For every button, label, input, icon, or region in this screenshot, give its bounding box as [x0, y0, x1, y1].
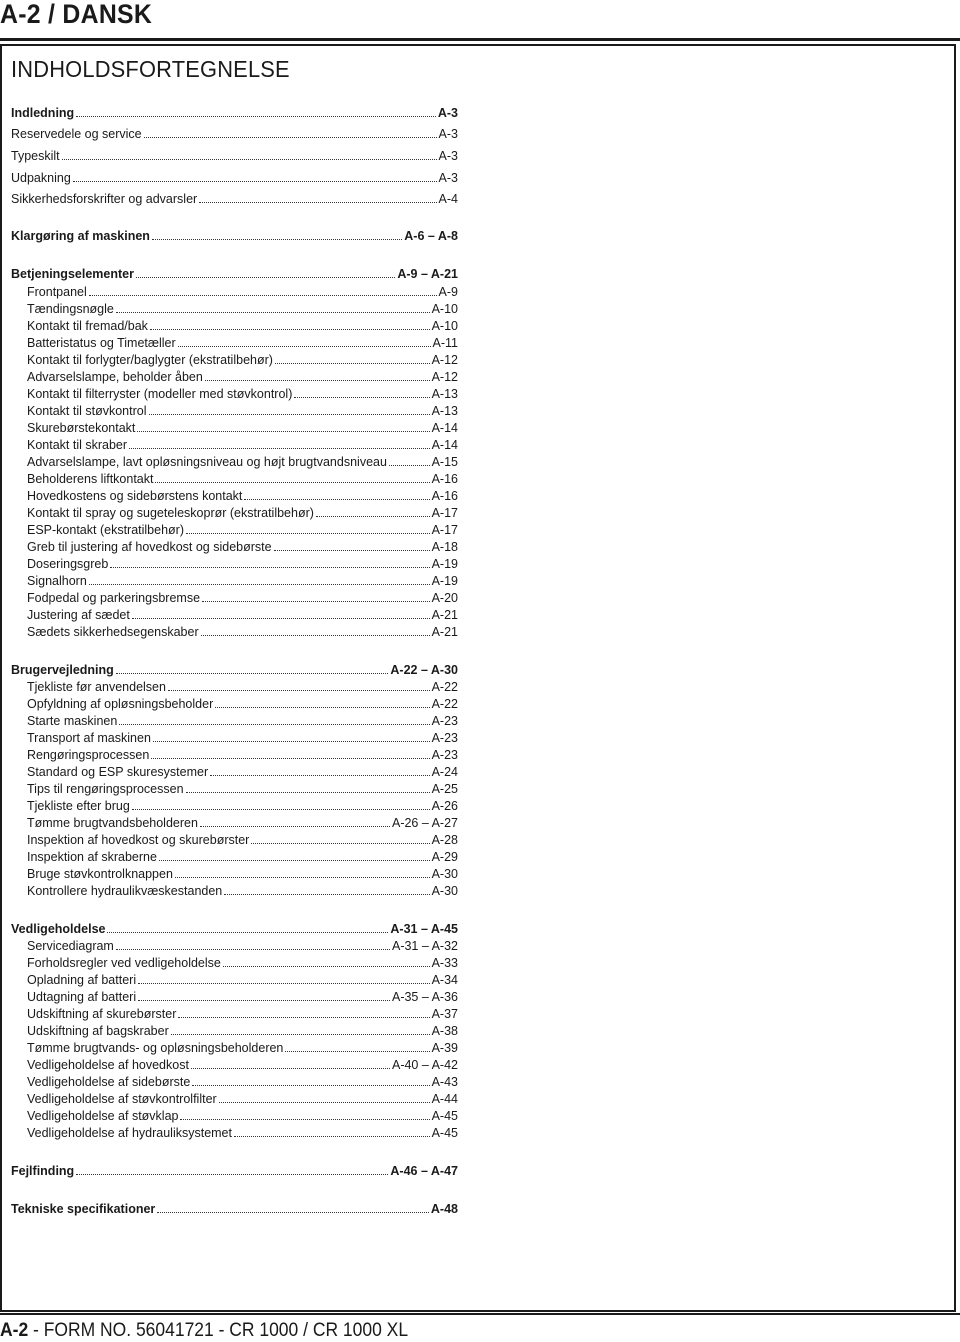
toc-subsection[interactable] — [27, 953, 458, 970]
toc-entry-page: A-34 — [431, 973, 458, 987]
toc-dot-leader — [186, 792, 430, 793]
toc-entry-label: Fodpedal og parkeringsbremse — [27, 591, 201, 605]
toc-subsection[interactable] — [27, 970, 458, 987]
toc-entry-label: Starte maskinen — [27, 714, 118, 728]
toc-entry-label: Vedligeholdelse af hovedkost — [27, 1058, 189, 1072]
toc-subsection[interactable] — [27, 864, 458, 881]
toc-subsection[interactable] — [27, 1055, 458, 1072]
toc-entry-label: Hovedkostens og sidebørstens kontakt — [27, 489, 243, 503]
toc-dot-leader — [223, 966, 430, 967]
toc-dot-leader — [200, 826, 390, 827]
toc-subsection[interactable] — [27, 1106, 458, 1123]
toc-dot-leader — [137, 431, 429, 432]
toc-entry-page: A-37 — [431, 1007, 458, 1021]
toc-subsection[interactable] — [27, 987, 458, 1004]
toc-subsection[interactable] — [27, 622, 458, 639]
toc-entry-label: Udskiftning af bagskraber — [27, 1024, 169, 1038]
toc-dot-leader — [178, 1017, 429, 1018]
toc-entry-page: A-38 — [431, 1024, 458, 1038]
toc-dot-leader — [251, 843, 429, 844]
toc-dot-leader — [202, 601, 430, 602]
toc-subsection[interactable] — [27, 847, 458, 864]
toc-entry-label: Advarselslampe, lavt opløsningsniveau og højt brugtvandsniveau — [27, 455, 387, 469]
toc-dot-leader — [285, 1051, 429, 1052]
toc-entry-label: Tjekliste efter brug — [27, 799, 130, 813]
toc-entry-page: A-17 — [431, 506, 458, 520]
toc-subsection[interactable] — [27, 588, 458, 605]
toc-subsection[interactable] — [27, 796, 458, 813]
toc-dot-leader — [151, 758, 429, 759]
toc-section[interactable] — [11, 124, 458, 141]
toc-entry-label: Greb til justering af hovedkost og sidebørste — [27, 540, 272, 554]
toc-section[interactable] — [11, 1161, 458, 1178]
toc-dot-leader — [73, 181, 437, 182]
toc-dot-leader — [129, 448, 430, 449]
toc-entry-page: A-45 — [431, 1126, 458, 1140]
toc-entry-page: A-23 — [431, 714, 458, 728]
toc-dot-leader — [76, 1174, 388, 1175]
toc-entry-page: A-29 — [431, 850, 458, 864]
toc-subsection[interactable] — [27, 728, 458, 745]
toc-entry-label: Servicediagram — [27, 939, 114, 953]
toc-dot-leader — [191, 1068, 390, 1069]
toc-entry-label: Batteristatus og Timetæller — [27, 336, 176, 350]
toc-dot-leader — [210, 775, 429, 776]
toc-dot-leader — [116, 673, 389, 674]
toc-entry-page: A-25 — [431, 782, 458, 796]
toc-subsection[interactable] — [27, 936, 458, 953]
toc-entry-page: A-40 – A-42 — [391, 1058, 458, 1072]
toc-entry-page: A-3 — [438, 149, 458, 163]
toc-dot-leader — [294, 397, 429, 398]
toc-dot-leader — [62, 159, 437, 160]
toc-subsection[interactable] — [27, 452, 458, 469]
toc-entry-label: ESP-kontakt (ekstratilbehør) — [27, 523, 184, 537]
toc-section[interactable] — [11, 103, 458, 120]
toc-entry-label: Tjekliste før anvendelsen — [27, 680, 166, 694]
toc-entry-page: A-16 — [431, 489, 458, 503]
toc-subsection[interactable] — [27, 384, 458, 401]
toc-entry-page: A-21 — [431, 625, 458, 639]
toc-dot-leader — [275, 363, 430, 364]
toc-subsection[interactable] — [27, 316, 458, 333]
toc-entry-label: Bruge støvkontrolknappen — [27, 867, 173, 881]
toc-subsection[interactable] — [27, 1123, 458, 1140]
toc-entry-page: A-12 — [431, 370, 458, 384]
toc-entry-page: A-10 — [431, 319, 458, 333]
toc-subsection[interactable] — [27, 282, 458, 299]
toc-dot-leader — [201, 635, 430, 636]
toc-dot-leader — [219, 1102, 430, 1103]
toc-entry-page: A-30 — [431, 867, 458, 881]
toc-entry-page: A-12 — [431, 353, 458, 367]
toc-dot-leader — [132, 809, 430, 810]
toc-entry-page: A-23 — [431, 731, 458, 745]
toc-entry-label: Brugervejledning — [11, 663, 114, 677]
toc-entry-page: A-13 — [431, 404, 458, 418]
toc-entry-label: Kontakt til skraber — [27, 438, 128, 452]
toc-dot-leader — [205, 380, 430, 381]
toc-entry-page: A-18 — [431, 540, 458, 554]
toc-entry-label: Vedligeholdelse af sidebørste — [27, 1075, 191, 1089]
toc-dot-leader — [116, 949, 390, 950]
toc-entry-page: A-46 – A-47 — [390, 1164, 458, 1178]
toc-dot-leader — [157, 1212, 429, 1213]
toc-dot-leader — [215, 707, 429, 708]
toc-entry-page: A-22 — [431, 697, 458, 711]
toc-subsection[interactable] — [27, 299, 458, 316]
toc-dot-leader — [316, 516, 430, 517]
toc-entry-page: A-16 — [431, 472, 458, 486]
toc-entry-page: A-9 – A-21 — [397, 267, 458, 281]
toc-entry-label: Skurebørstekontakt — [27, 421, 136, 435]
toc-entry-page: A-22 — [431, 680, 458, 694]
toc-subsection[interactable] — [27, 503, 458, 520]
toc-entry-label: Kontakt til spray og sugeteleskoprør (ekstratilbehør) — [27, 506, 314, 520]
toc-entry-label: Tekniske specifikationer — [11, 1202, 156, 1216]
toc-entry-label: Forholdsregler ved vedligeholdelse — [27, 956, 221, 970]
toc-subsection[interactable] — [27, 779, 458, 796]
toc-entry-label: Sikkerhedsforskrifter og advarsler — [11, 192, 198, 206]
toc-subsection[interactable] — [27, 694, 458, 711]
toc-entry-label: Tændingsnøgle — [27, 302, 114, 316]
toc-entry-label: Transport af maskinen — [27, 731, 151, 745]
toc-entry-page: A-13 — [431, 387, 458, 401]
toc-entry-label: Kontakt til fremad/bak — [27, 319, 148, 333]
toc-entry-label: Vedligeholdelse — [11, 922, 106, 936]
toc-subsection[interactable] — [27, 1089, 458, 1106]
toc-dot-leader — [138, 983, 429, 984]
toc-subsection[interactable] — [27, 745, 458, 762]
page-footer — [0, 1320, 408, 1342]
toc-dot-leader — [89, 295, 437, 296]
toc-entry-page: A-3 — [437, 106, 458, 120]
toc-subsection[interactable] — [27, 813, 458, 830]
toc-entry-page: A-39 — [431, 1041, 458, 1055]
toc-entry-label: Inspektion af skraberne — [27, 850, 157, 864]
toc-entry-page: A-3 — [438, 127, 458, 141]
toc-entry-page: A-45 — [431, 1109, 458, 1123]
toc-entry-label: Advarselslampe, beholder åben — [27, 370, 203, 384]
toc-dot-leader — [136, 277, 395, 278]
toc-entry-label: Tømme brugtvands- og opløsningsbeholderen — [27, 1041, 284, 1055]
toc-entry-page: A-31 – A-45 — [390, 922, 458, 936]
toc-entry-page: A-22 – A-30 — [390, 663, 458, 677]
toc-entry-label: Fejlfinding — [11, 1164, 75, 1178]
toc-title: INDHOLDSFORTEGNELSE — [11, 56, 290, 82]
toc-dot-leader — [199, 202, 436, 203]
footer-form-text: - FORM NO. 56041721 - CR 1000 / CR 1000 XL — [28, 1320, 409, 1341]
toc-dot-leader — [138, 1000, 390, 1001]
toc-entry-page: A-20 — [431, 591, 458, 605]
toc-entry-label: Typeskilt — [11, 149, 60, 163]
toc-subsection[interactable] — [27, 367, 458, 384]
toc-subsection[interactable] — [27, 486, 458, 503]
toc-section[interactable] — [11, 1199, 458, 1216]
toc-entry-page: A-24 — [431, 765, 458, 779]
toc-entry-page: A-19 — [431, 557, 458, 571]
toc-entry-page: A-10 — [431, 302, 458, 316]
toc-entry-page: A-33 — [431, 956, 458, 970]
toc-dot-leader — [171, 1034, 430, 1035]
toc-section[interactable] — [11, 146, 458, 163]
toc-dot-leader — [107, 932, 388, 933]
toc-section[interactable] — [11, 660, 458, 677]
toc-subsection[interactable] — [27, 1038, 458, 1055]
toc-dot-leader — [159, 860, 430, 861]
footer-page-number: A-2 — [0, 1320, 29, 1341]
toc-entry-page: A-11 — [432, 336, 458, 350]
toc-subsection[interactable] — [27, 881, 458, 898]
toc-entry-page: A-48 — [430, 1202, 458, 1216]
toc-entry-label: Kontakt til filterryster (modeller med støvkontrol) — [27, 387, 293, 401]
toc-dot-leader — [155, 482, 429, 483]
toc-dot-leader — [150, 329, 430, 330]
toc-entry-page: A-6 – A-8 — [404, 229, 458, 243]
toc-entry-label: Vedligeholdelse af støvklap — [27, 1109, 179, 1123]
toc-entry-label: Tømme brugtvandsbeholderen — [27, 816, 198, 830]
toc-entry-label: Signalhorn — [27, 574, 87, 588]
toc-entry-label: Rengøringsprocessen — [27, 748, 150, 762]
toc-dot-leader — [224, 894, 429, 895]
toc-dot-leader — [180, 1119, 429, 1120]
toc-subsection[interactable] — [27, 605, 458, 622]
toc-subsection[interactable] — [27, 469, 458, 486]
toc-entry-label: Udpakning — [11, 171, 71, 185]
toc-entry-label: Kontakt til forlygter/baglygter (ekstratilbehør) — [27, 353, 273, 367]
toc-entry-label: Klargøring af maskinen — [11, 229, 150, 243]
toc-entry-page: A-26 – A-27 — [391, 816, 458, 830]
toc-entry-label: Kontrollere hydraulikvæskestanden — [27, 884, 223, 898]
toc-entry-label: Doseringsgreb — [27, 557, 109, 571]
toc-subsection[interactable] — [27, 571, 458, 588]
toc-entry-label: Justering af sædet — [27, 608, 130, 622]
toc-entry-page: A-30 — [431, 884, 458, 898]
toc-entry-page: A-28 — [431, 833, 458, 847]
toc-entry-page: A-21 — [431, 608, 458, 622]
toc-dot-leader — [149, 414, 430, 415]
toc-entry-label: Udtagning af batteri — [27, 990, 137, 1004]
toc-subsection[interactable] — [27, 418, 458, 435]
toc-dot-leader — [144, 137, 437, 138]
toc-section[interactable] — [11, 919, 458, 936]
toc-entry-page: A-17 — [431, 523, 458, 537]
toc-entry-page: A-14 — [431, 438, 458, 452]
toc-section[interactable] — [11, 189, 458, 206]
toc-entry-label: Tips til rengøringsprocessen — [27, 782, 184, 796]
toc-entry-page: A-4 — [438, 192, 458, 206]
toc-entry-label: Opfyldning af opløsningsbeholder — [27, 697, 214, 711]
toc-subsection[interactable] — [27, 762, 458, 779]
toc-subsection[interactable] — [27, 711, 458, 728]
toc-subsection[interactable] — [27, 1021, 458, 1038]
toc-entry-page: A-14 — [431, 421, 458, 435]
toc-entry-page: A-43 — [431, 1075, 458, 1089]
toc-subsection[interactable] — [27, 537, 458, 554]
page-header-title: A-2 / DANSK — [0, 0, 153, 29]
toc-entry-page: A-9 — [438, 285, 458, 299]
toc-dot-leader — [119, 724, 429, 725]
toc-entry-label: Udskiftning af skurebørster — [27, 1007, 177, 1021]
toc-subsection[interactable] — [27, 520, 458, 537]
toc-subsection[interactable] — [27, 350, 458, 367]
toc-entry-label: Standard og ESP skuresystemer — [27, 765, 209, 779]
toc-entry-label: Sædets sikkerhedsegenskaber — [27, 625, 199, 639]
toc-subsection[interactable] — [27, 1072, 458, 1089]
toc-dot-leader — [168, 690, 430, 691]
toc-section[interactable] — [11, 168, 458, 185]
toc-entry-page: A-35 – A-36 — [391, 990, 458, 1004]
toc-subsection[interactable] — [27, 1004, 458, 1021]
toc-subsection[interactable] — [27, 554, 458, 571]
toc-entry-label: Indledning — [11, 106, 75, 120]
toc-dot-leader — [153, 741, 430, 742]
toc-dot-leader — [76, 116, 436, 117]
toc-entry-label: Opladning af batteri — [27, 973, 137, 987]
toc-dot-leader — [110, 567, 429, 568]
toc-entry-label: Inspektion af hovedkost og skurebørster — [27, 833, 250, 847]
toc-entry-page: A-23 — [431, 748, 458, 762]
toc-subsection[interactable] — [27, 401, 458, 418]
toc-dot-leader — [116, 312, 430, 313]
toc-dot-leader — [132, 618, 430, 619]
toc-entry-page: A-19 — [431, 574, 458, 588]
toc-dot-leader — [175, 877, 430, 878]
toc-dot-leader — [186, 533, 430, 534]
toc-dot-leader — [89, 584, 430, 585]
toc-dot-leader — [178, 346, 431, 347]
toc-section[interactable] — [11, 226, 458, 243]
toc-dot-leader — [234, 1136, 430, 1137]
toc-section[interactable] — [11, 264, 458, 281]
toc-entry-label: Vedligeholdelse af støvkontrolfilter — [27, 1092, 217, 1106]
footer-rule — [0, 1313, 960, 1315]
toc-entry-page: A-26 — [431, 799, 458, 813]
toc-dot-leader — [274, 550, 430, 551]
toc-subsection[interactable] — [27, 677, 458, 694]
toc-entry-page: A-31 – A-32 — [391, 939, 458, 953]
toc-entry-label: Betjeningselementer — [11, 267, 134, 281]
toc-entry-label: Kontakt til støvkontrol — [27, 404, 147, 418]
toc-subsection[interactable] — [27, 435, 458, 452]
toc-entry-label: Reservedele og service — [11, 127, 142, 141]
toc-entry-label: Vedligeholdelse af hydrauliksystemet — [27, 1126, 232, 1140]
toc-dot-leader — [389, 465, 430, 466]
toc-entry-page: A-3 — [438, 171, 458, 185]
toc-entry-page: A-15 — [431, 455, 458, 469]
toc-subsection[interactable] — [27, 830, 458, 847]
toc-dot-leader — [192, 1085, 429, 1086]
toc-dot-leader — [244, 499, 429, 500]
toc-entry-label: Frontpanel — [27, 285, 87, 299]
toc-entry-label: Beholderens liftkontakt — [27, 472, 154, 486]
toc-dot-leader — [152, 239, 402, 240]
toc-subsection[interactable] — [27, 333, 458, 350]
toc-entry-page: A-44 — [431, 1092, 458, 1106]
